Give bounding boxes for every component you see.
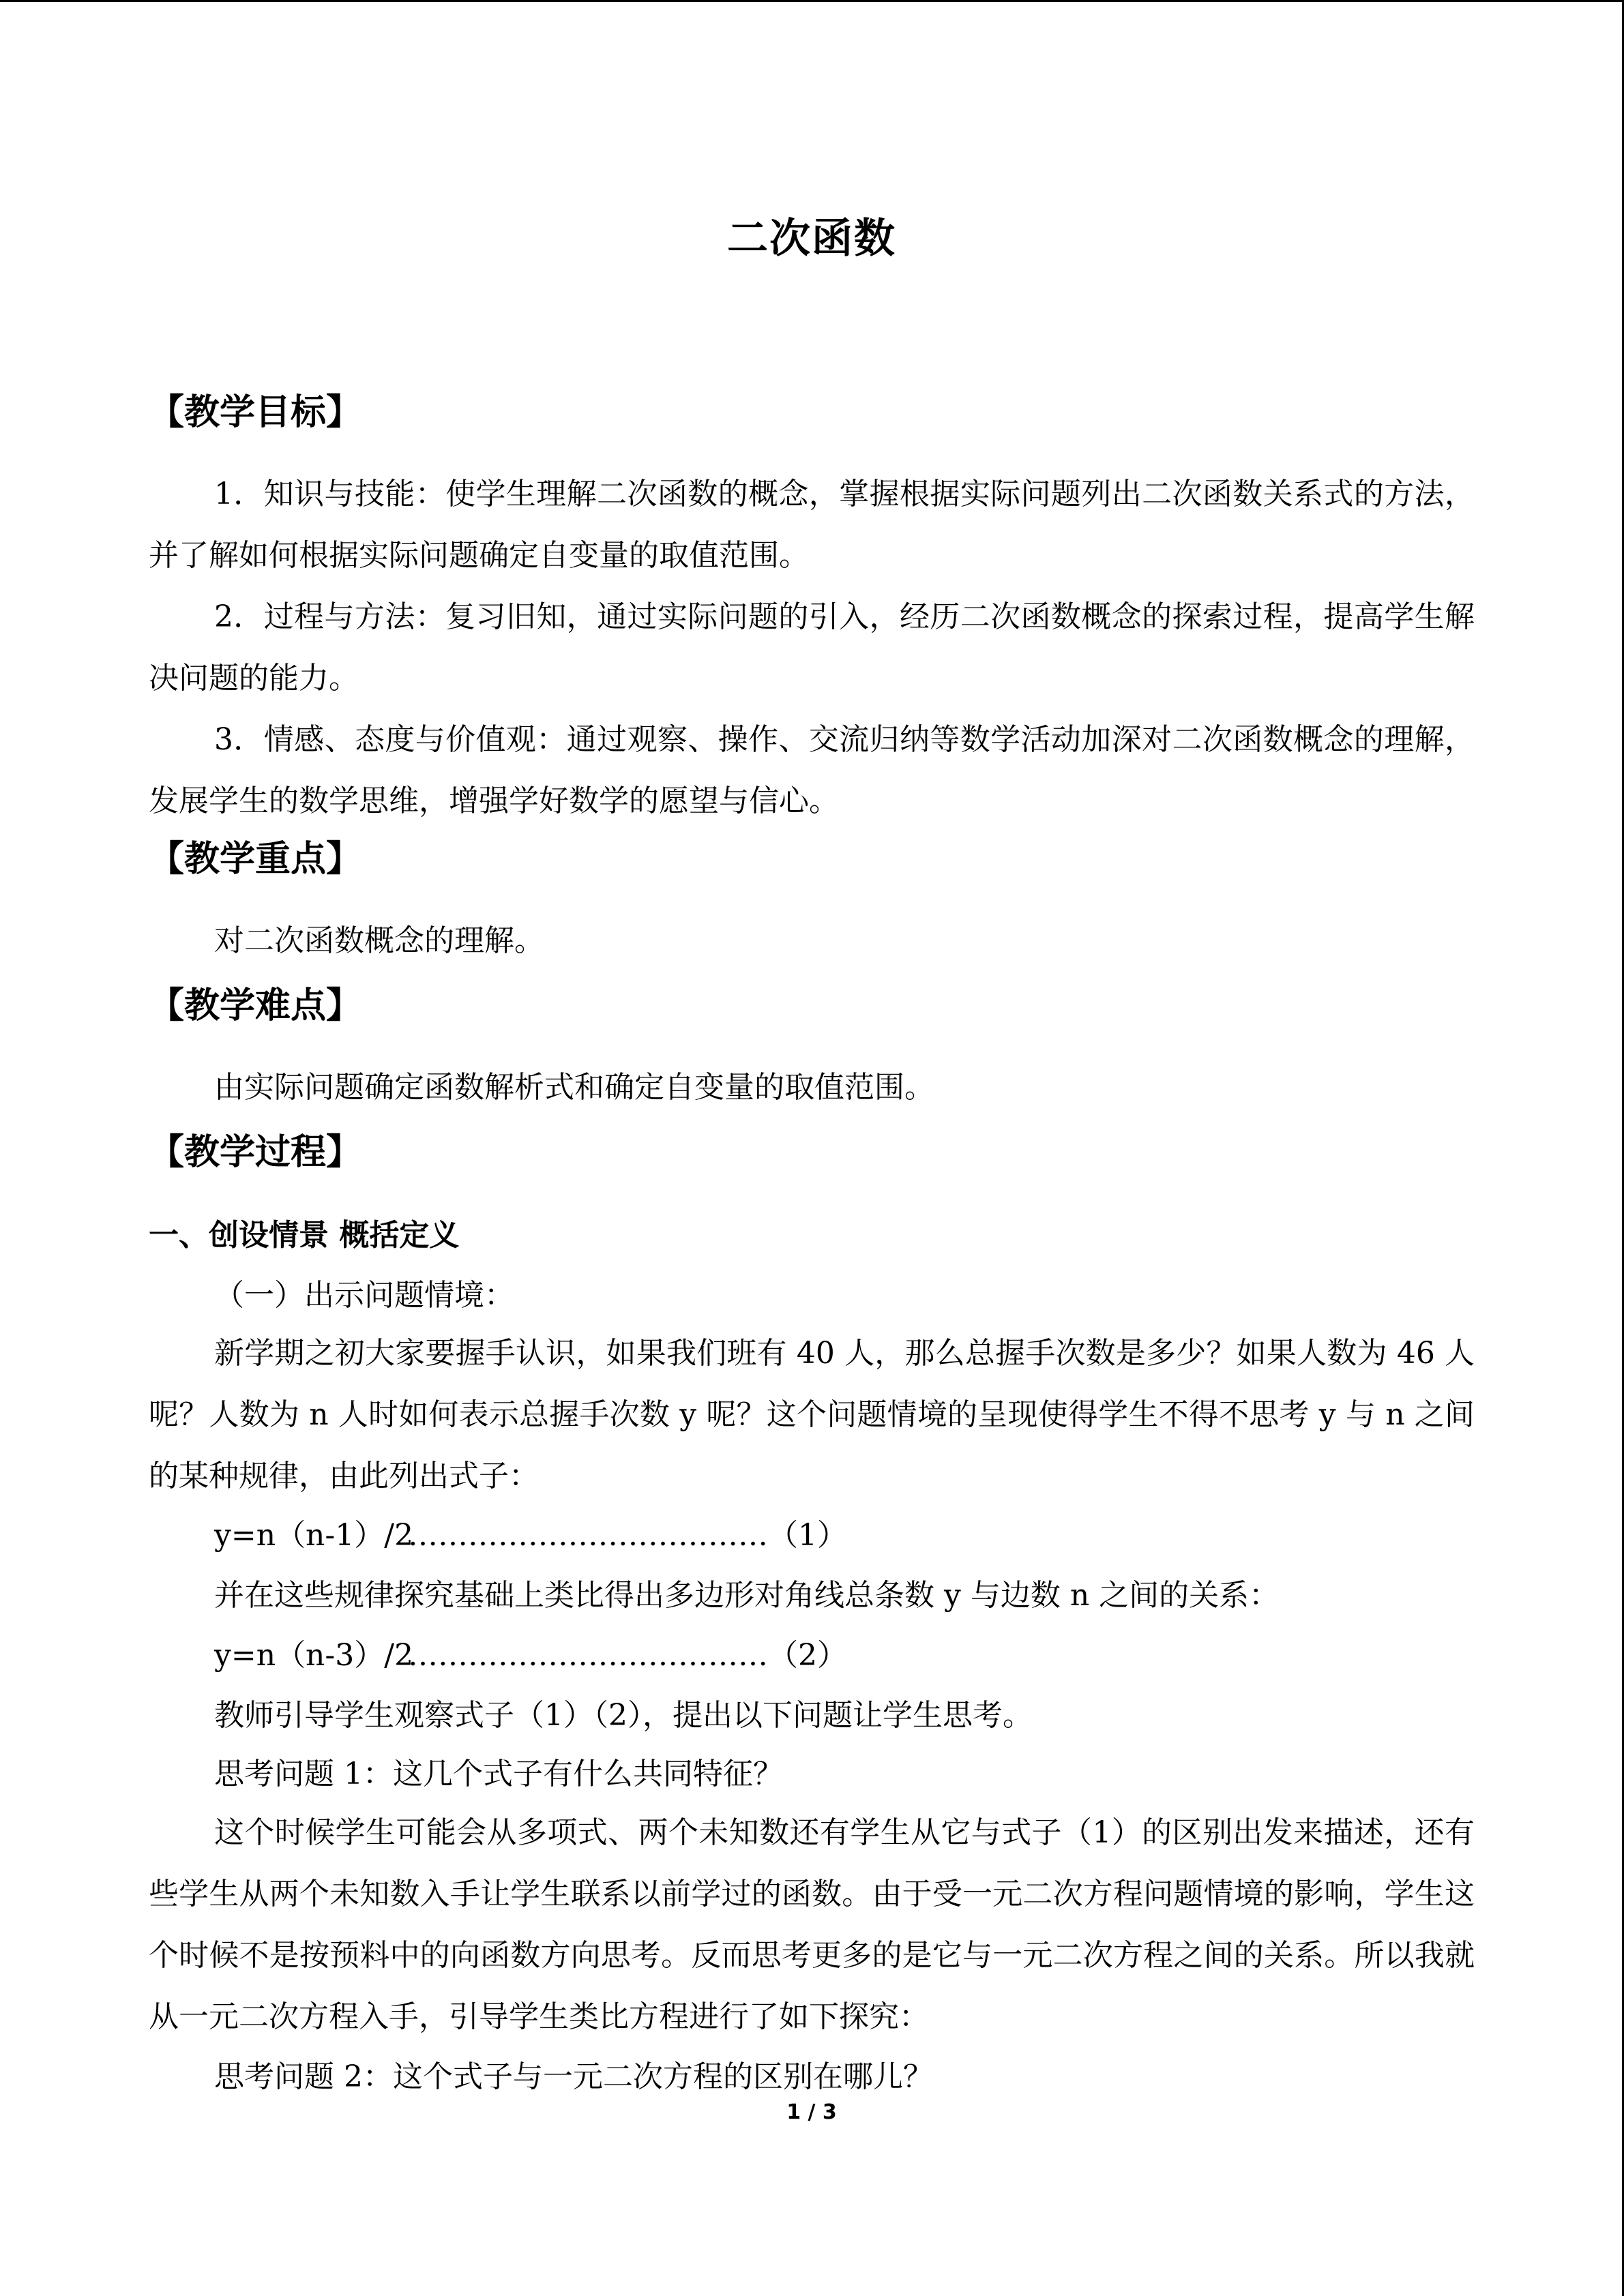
question-1: 思考问题 1：这几个式子有什么共同特征？: [214, 1757, 783, 1791]
guide-text: 教师引导学生观察式子（1）（2），提出以下问题让学生思考。: [214, 1698, 1033, 1733]
situation-label: （一）出示问题情境：: [214, 1278, 514, 1313]
page-number: 1 / 3: [786, 2100, 837, 2124]
part1-title: 一、创设情景 概括定义: [149, 1218, 460, 1253]
difficulty-text: 由实际问题确定函数解析式和确定自变量的取值范围。: [214, 1070, 934, 1105]
formula-1: [214, 1515, 847, 1556]
discussion-paragraph: 这个时候学生可能会从多项式、两个未知数还有学生从它与式子（1）的区别出发来描述，还有些学生从两个未知数入手让学生联系以前学过的函数。由于受一元二次方程问题情境的影响，学生这个时候不是按预料中的向函数方向思考。反而思考更多的是它与一元二次方程之间的关系。所以我就从一元二次方程入手，引导学生类比方程进行了如下探究：: [149, 1815, 1475, 2034]
formula-1-tag: ………………………………（1）: [408, 1518, 847, 1553]
formula-2-tag: ………………………………（2）: [408, 1638, 847, 1673]
objectives-heading: 【教学目标】: [149, 392, 362, 433]
formula-1-expression: y=n（n-1）/2: [214, 1518, 414, 1553]
process-heading: 【教学过程】: [149, 1132, 362, 1173]
key-point-heading: 【教学重点】: [149, 839, 362, 880]
question-2: 思考问题 2：这个式子与一元二次方程的区别在哪儿？: [214, 2059, 933, 2094]
intro-paragraph: 新学期之初大家要握手认识，如果我们班有 40 人，那么总握手次数是多少？如果人数为 46 人呢？人数为 n 人时如何表示总握手次数 y 呢？这个问题情境的呈现使得学生不得不思考 y 与 n 之间的某种规律，由此列出式子：: [149, 1336, 1475, 1493]
formula-2-expression: y=n（n-3）/2: [214, 1638, 414, 1673]
objective-emotion: 3．情感、态度与价值观：通过观察、操作、交流归纳等数学活动加深对二次函数概念的理解，发展学生的数学思维，增强学好数学的愿望与信心。: [149, 722, 1475, 818]
formula-2: [214, 1635, 847, 1676]
key-point-text: 对二次函数概念的理解。: [214, 923, 544, 958]
top-border: [0, 0, 1624, 2]
difficulty-heading: 【教学难点】: [149, 985, 362, 1026]
objective-knowledge: 1．知识与技能：使学生理解二次函数的概念，掌握根据实际问题列出二次函数关系式的方法，并了解如何根据实际问题确定自变量的取值范围。: [149, 477, 1475, 573]
analogy-text: 并在这些规律探究基础上类比得出多边形对角线总条数 y 与边数 n 之间的关系：: [214, 1578, 1280, 1613]
objective-process: 2．过程与方法：复习旧知，通过实际问题的引入，经历二次函数概念的探索过程，提高学生解决问题的能力。: [149, 599, 1475, 696]
document-title: 二次函数: [727, 215, 896, 263]
